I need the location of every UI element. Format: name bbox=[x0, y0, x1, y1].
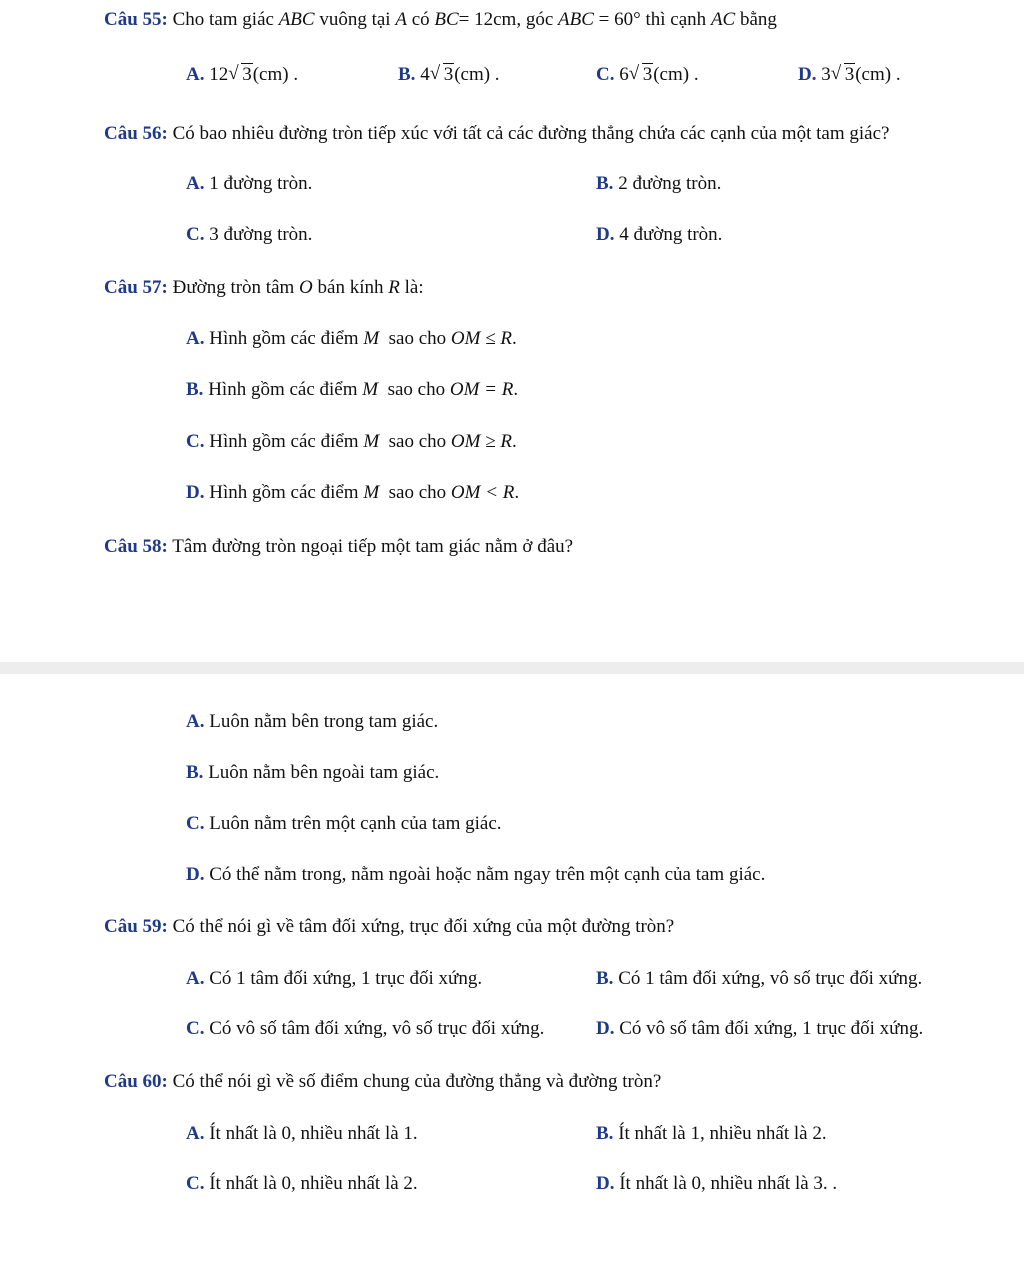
question-60: Câu 60: Có thể nói gì về số điểm chung của đường thẳng và đường tròn? bbox=[104, 1071, 662, 1092]
q56-option-b[interactable]: B. 2 đường tròn. bbox=[596, 173, 722, 194]
question-label: Câu 55: bbox=[104, 9, 168, 30]
q57-option-a[interactable]: A. Hình gồm các điểm M sao cho OM ≤ R. bbox=[186, 328, 517, 349]
question-label: Câu 60: bbox=[104, 1071, 168, 1092]
q58-option-a[interactable]: A. Luôn nằm bên trong tam giác. bbox=[186, 711, 439, 732]
q57-option-d[interactable]: D. Hình gồm các điểm M sao cho OM < R. bbox=[186, 482, 520, 503]
question-57: Câu 57: Đường tròn tâm O bán kính R là: bbox=[104, 277, 424, 298]
q59-option-d[interactable]: D. Có vô số tâm đối xứng, 1 trục đối xứng. bbox=[596, 1018, 924, 1039]
page-separator bbox=[0, 662, 1024, 674]
question-label: Câu 56: bbox=[104, 123, 168, 144]
question-55: Câu 55: Cho tam giác ABC vuông tại A có BC= 12cm, góc ABC = 60° thì cạnh AC bằng bbox=[104, 9, 777, 30]
q56-option-a[interactable]: A. 1 đường tròn. bbox=[186, 173, 313, 194]
q56-option-c[interactable]: C. 3 đường tròn. bbox=[186, 224, 313, 245]
question-58: Câu 58: Tâm đường tròn ngoại tiếp một tam giác nằm ở đâu? bbox=[104, 536, 574, 557]
q56-option-d[interactable]: D. 4 đường tròn. bbox=[596, 224, 723, 245]
q57-option-c[interactable]: C. Hình gồm các điểm M sao cho OM ≥ R. bbox=[186, 431, 517, 452]
q55-option-d[interactable]: D. 3√ 3(cm) . bbox=[798, 63, 901, 87]
q58-option-d[interactable]: D. Có thể nằm trong, nằm ngoài hoặc nằm ngay trên một cạnh của tam giác. bbox=[186, 864, 766, 885]
q59-option-a[interactable]: A. Có 1 tâm đối xứng, 1 trục đối xứng. bbox=[186, 968, 483, 989]
q60-option-a[interactable]: A. Ít nhất là 0, nhiều nhất là 1. bbox=[186, 1123, 418, 1144]
q60-option-c[interactable]: C. Ít nhất là 0, nhiều nhất là 2. bbox=[186, 1173, 418, 1194]
q59-option-b[interactable]: B. Có 1 tâm đối xứng, vô số trục đối xứng. bbox=[596, 968, 923, 989]
q60-option-b[interactable]: B. Ít nhất là 1, nhiều nhất là 2. bbox=[596, 1123, 827, 1144]
q59-option-c[interactable]: C. Có vô số tâm đối xứng, vô số trục đối xứng. bbox=[186, 1018, 545, 1039]
q58-option-c[interactable]: C. Luôn nằm trên một cạnh của tam giác. bbox=[186, 813, 502, 834]
question-label: Câu 59: bbox=[104, 916, 168, 937]
q55-option-c[interactable]: C. 6√ 3(cm) . bbox=[596, 63, 699, 87]
q55-option-b[interactable]: B. 4√ 3(cm) . bbox=[398, 63, 500, 87]
question-56: Câu 56: Có bao nhiêu đường tròn tiếp xúc với tất cả các đường thẳng chứa các cạnh của một tam giác? bbox=[104, 123, 890, 144]
q58-option-b[interactable]: B. Luôn nằm bên ngoài tam giác. bbox=[186, 762, 440, 783]
question-label: Câu 57: bbox=[104, 277, 168, 298]
q60-option-d[interactable]: D. Ít nhất là 0, nhiều nhất là 3. . bbox=[596, 1173, 838, 1194]
question-label: Câu 58: bbox=[104, 536, 168, 557]
q55-option-a[interactable]: A. 12√ 3(cm) . bbox=[186, 63, 298, 87]
q57-option-b[interactable]: B. Hình gồm các điểm M sao cho OM = R. bbox=[186, 379, 519, 400]
question-59: Câu 59: Có thể nói gì về tâm đối xứng, trục đối xứng của một đường tròn? bbox=[104, 916, 675, 937]
